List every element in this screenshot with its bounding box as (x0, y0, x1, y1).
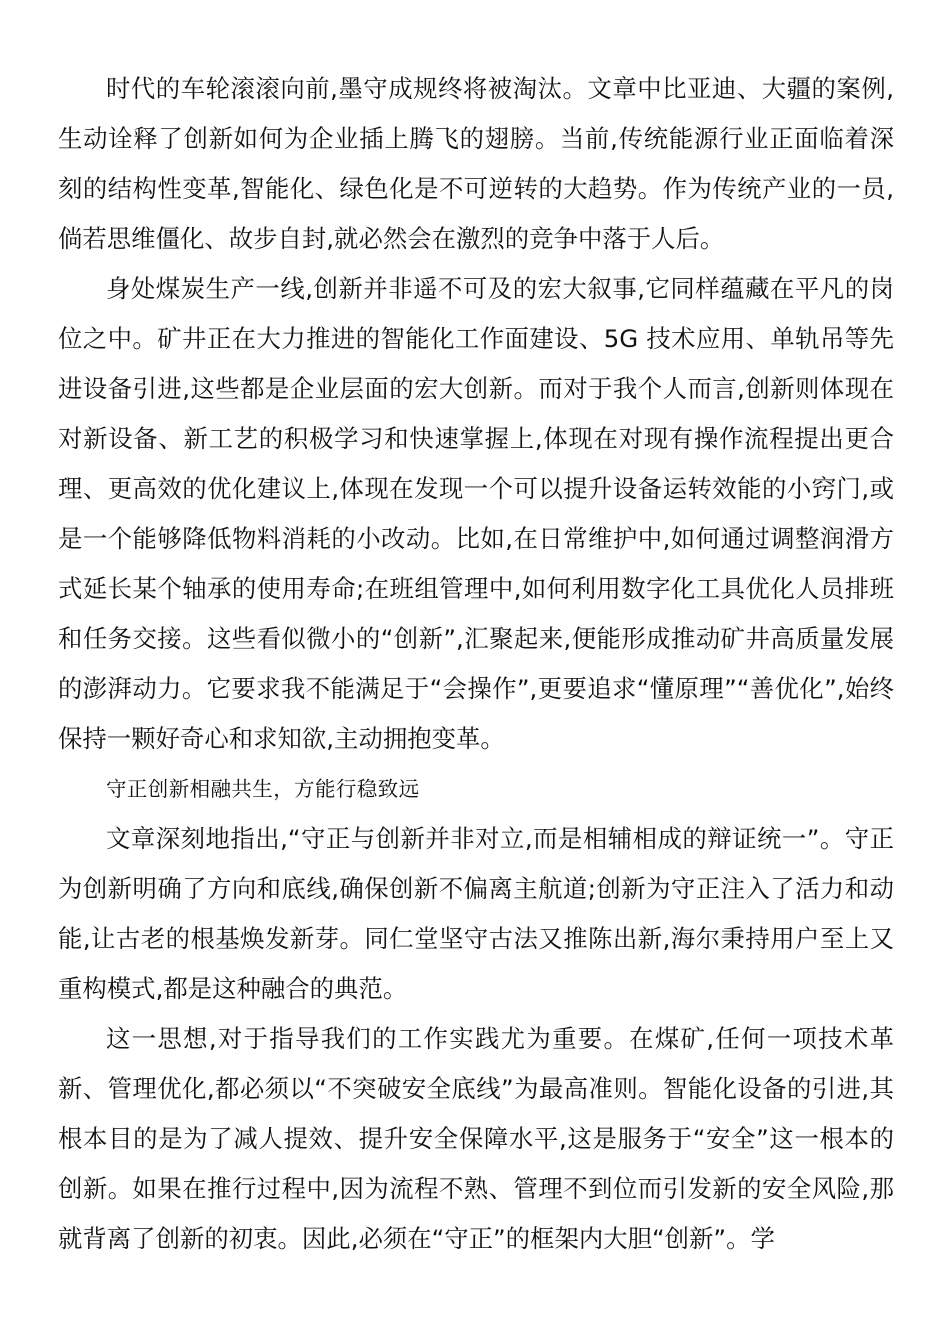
section-heading: 守正创新相融共生，方能行稳致远 (106, 777, 420, 801)
paragraph-coal-frontline: 身处煤炭生产一线,创新并非遥不可及的宏大叙事,它同样蕴藏在平凡的岗位之中。矿井正在大力推进的智能化工作面建设、5G 技术应用、单轨吊等先进设备引进,这些都是企业层面的宏大创新。而对于我个人而言,创新则体现在对新设备、新工艺的积极学习和快速掌握上,体现在对现有操作流程提出更合理、更高效的优化建议上,体现在发现一个可以提升设备运转效能的小窍门,或是一个能够降低物料消耗的小改动。比如,在日常维护中,如何通过调整润滑方式延长某个轴承的使用寿命;在班组管理中,如何利用数字化工具优化人员排班和任务交接。这些看似微小的“创新”,汇聚起来,便能形成推动矿井高质量发展的澎湃动力。它要求我不能满足于“会操作”,更要追求“懂原理”“善优化”,始终保持一颗好奇心和求知欲,主动拥抱变革。 (58, 274, 894, 753)
document-page (58, 64, 894, 1264)
paragraph-work-practice: 这一思想,对于指导我们的工作实践尤为重要。在煤矿,任何一项技术革新、管理优化,都必须以“不突破安全底线”为最高准则。智能化设备的引进,其根本目的是为了减人提效、提升安全保障水平,这是服务于“安全”这一根本的创新。如果在推行过程中,因为流程不熟、管理不到位而引发新的安全风险,那就背离了创新的初衷。因此,必须在“守正”的框架内大胆“创新”。学 (58, 1024, 894, 1253)
paragraph-dialectic-unity: 文章深刻地指出,“守正与创新并非对立,而是相辅相成的辩证统一”。守正为创新明确了方向和底线,确保创新不偏离主航道;创新为守正注入了活力和动能,让古老的根基焕发新芽。同仁堂坚守古法又推陈出新,海尔秉持用户至上又重构模式,都是这种融合的典范。 (58, 824, 894, 1003)
paragraph-innovation-era: 时代的车轮滚滚向前,墨守成规终将被淘汰。文章中比亚迪、大疆的案例,生动诠释了创新如何为企业插上腾飞的翅膀。当前,传统能源行业正面临着深刻的结构性变革,智能化、绿色化是不可逆转的大趋势。作为传统产业的一员,倘若思维僵化、故步自封,就必然会在激烈的竞争中落于人后。 (58, 74, 894, 253)
